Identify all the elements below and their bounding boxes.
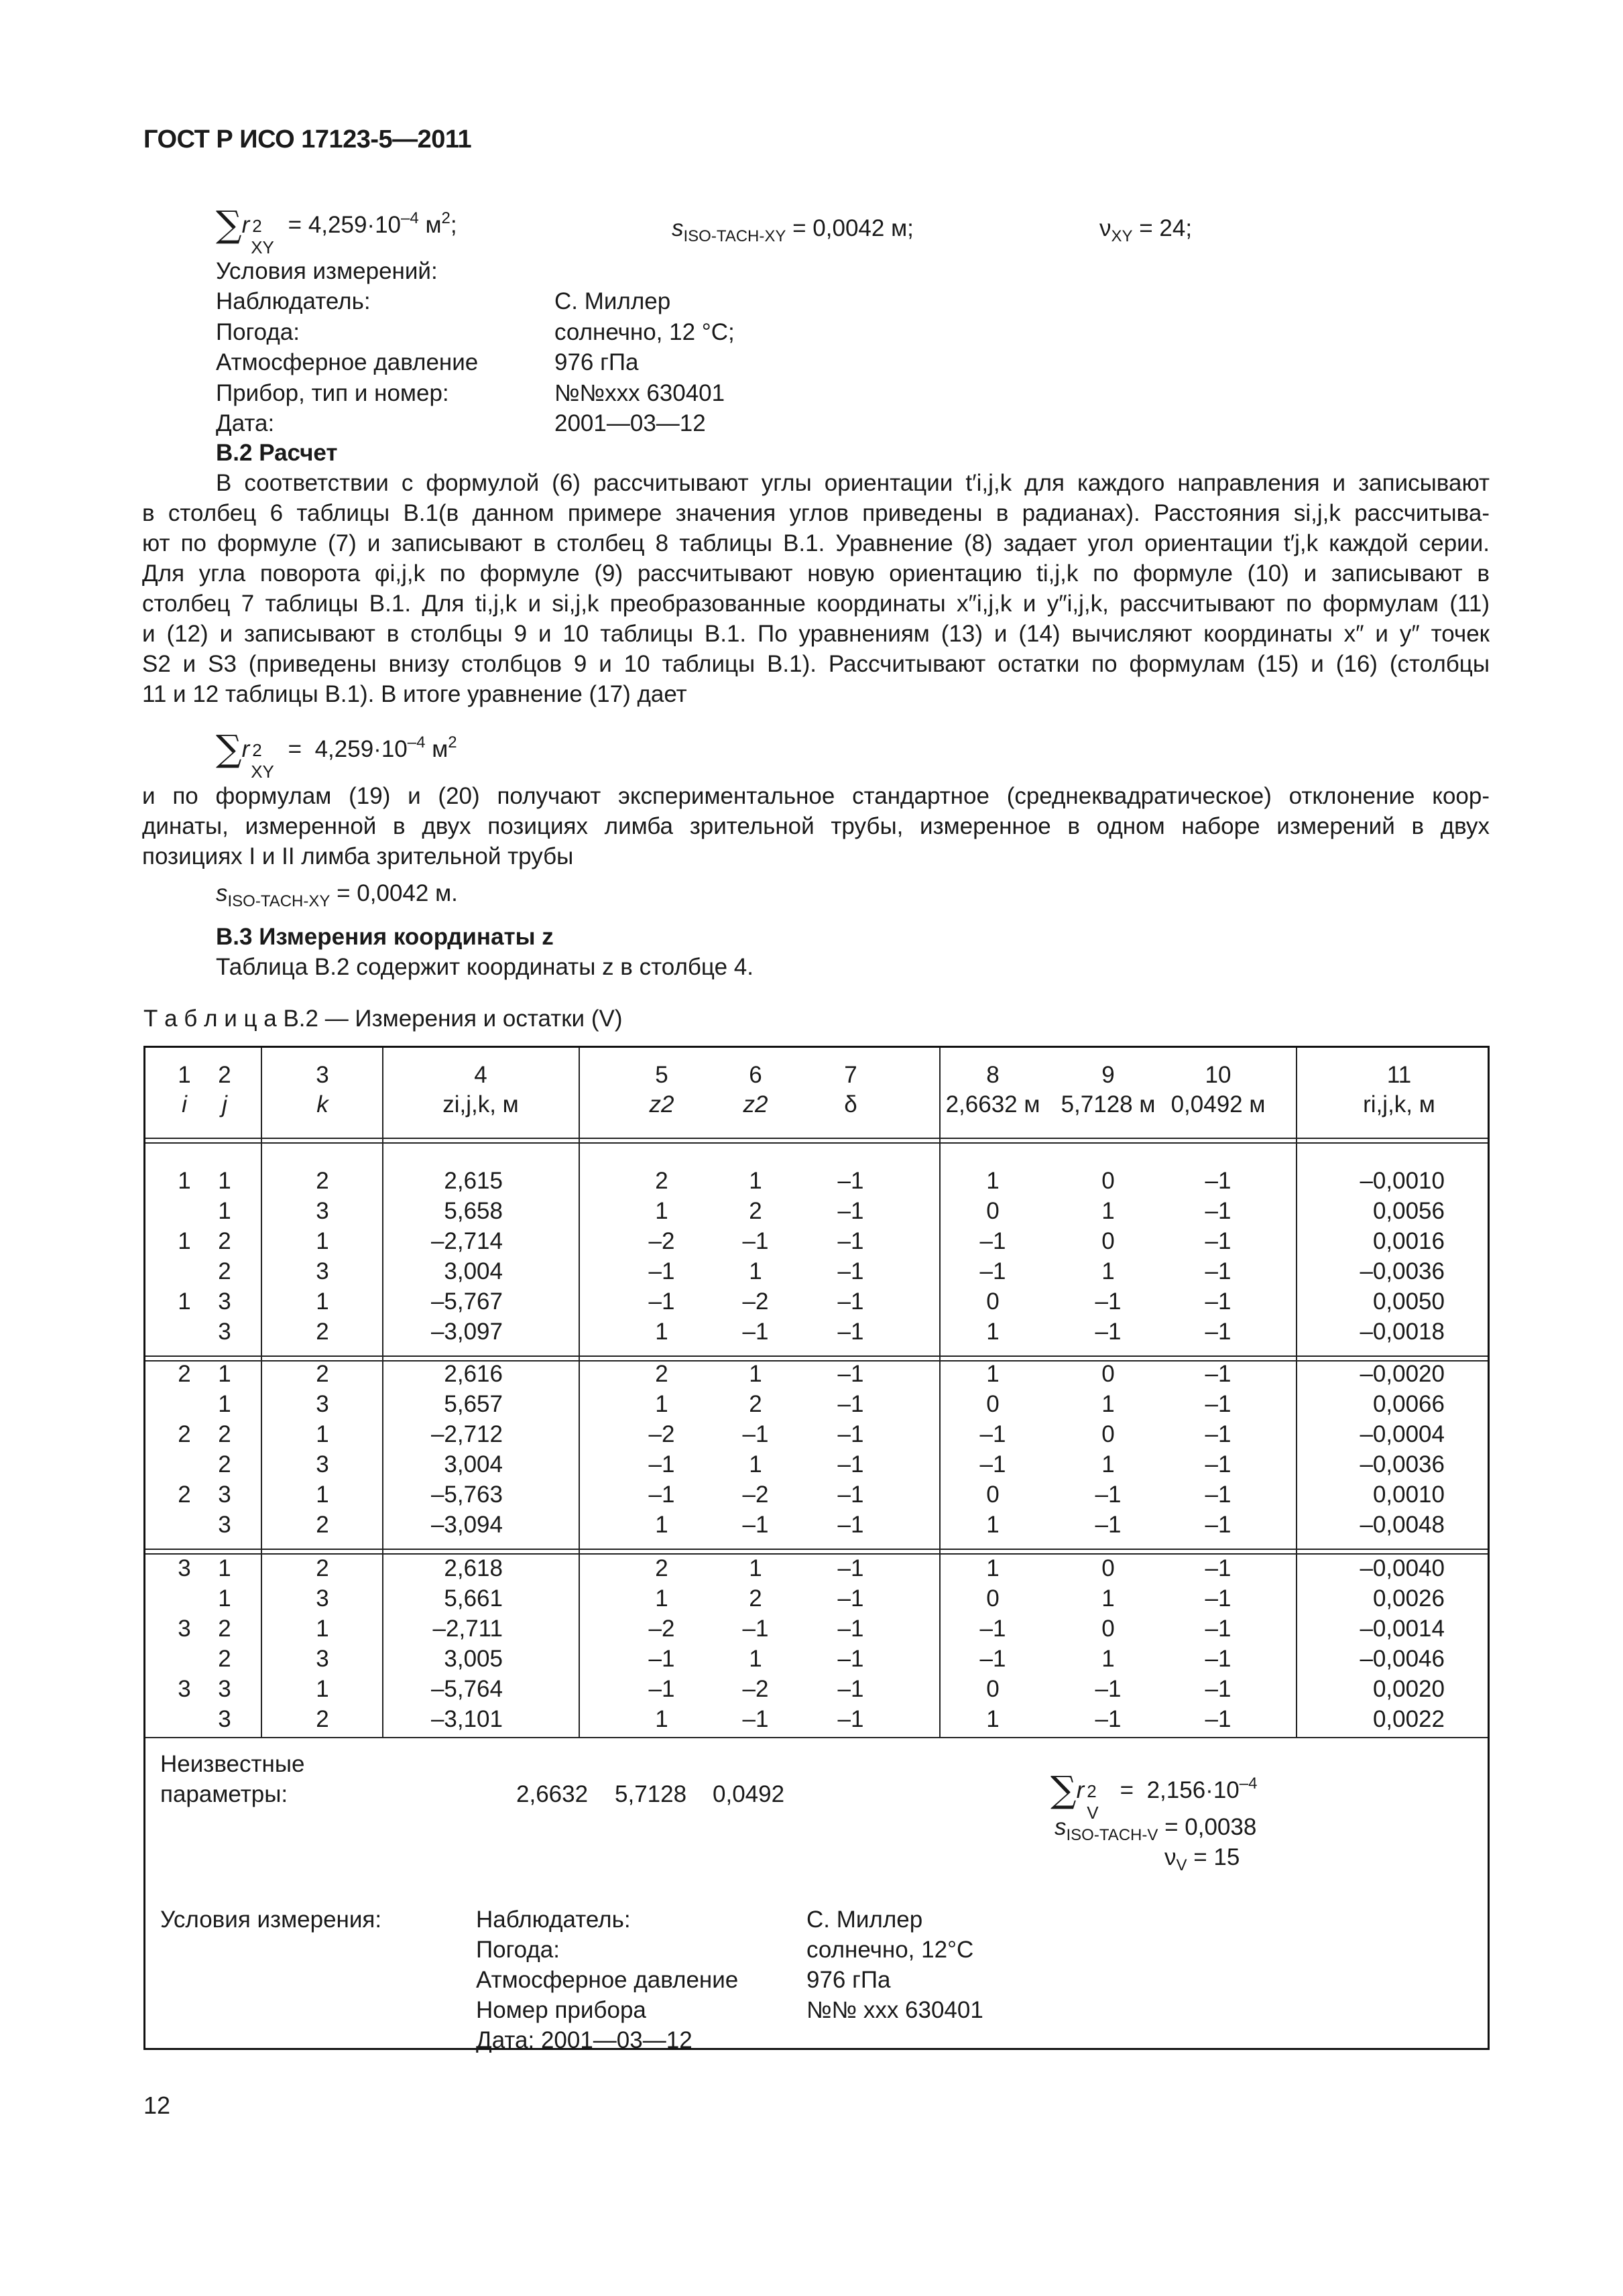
table-cell: 3 xyxy=(218,1319,231,1345)
table-cell: –1 xyxy=(648,1482,675,1508)
table-cell: 1 xyxy=(986,1706,1000,1732)
table-cell: –1 xyxy=(837,1228,864,1254)
table-cell: –1 xyxy=(1205,1198,1231,1224)
column-number: 6 xyxy=(749,1062,762,1088)
section-b2-after-paragraph xyxy=(142,781,1490,871)
table-cell: 1 xyxy=(749,1451,762,1477)
table-cell: 2 xyxy=(749,1198,762,1224)
table-cell: 1 xyxy=(1101,1198,1115,1224)
table-cell: –1 xyxy=(1205,1168,1231,1194)
table-cell: 3 xyxy=(218,1676,231,1702)
table-cell: –1 xyxy=(837,1198,864,1224)
table-cell: –2,711 xyxy=(432,1616,503,1642)
table-cell: –1 xyxy=(979,1228,1006,1254)
table-cell: 2 xyxy=(655,1555,668,1581)
table-cond-value: 976 гПа xyxy=(806,1967,891,1993)
table-cond-value: №№ ххх 630401 xyxy=(806,1997,983,2023)
table-cell: –1 xyxy=(648,1451,675,1477)
table-cell: –1 xyxy=(1095,1676,1122,1702)
sum-r-xy-formula-2: ∑r 2 XY = $4,259\cdot 10^{-4}$ $м^2$ xyxy=(216,727,457,782)
table-cell: 2,615 xyxy=(444,1168,503,1194)
table-cell: 3 xyxy=(218,1288,231,1315)
table-cell: 2 xyxy=(316,1361,329,1387)
table-cell: –1 xyxy=(837,1706,864,1732)
table-cell: –0,0046 xyxy=(1360,1646,1445,1672)
table-cell: –1 xyxy=(1205,1585,1231,1612)
table-cell: –1 xyxy=(1095,1319,1122,1345)
table-cell: 1 xyxy=(1101,1391,1115,1417)
table-cell: 2 xyxy=(749,1391,762,1417)
column-header: k xyxy=(316,1091,328,1117)
paragraph-line: столбец 7 таблицы В.1. Для ti,j,k и si,j,k преобразованные координаты x″i,j,k и y″i,j,k, рассчитывают по формулам (11) xyxy=(142,591,1490,617)
table-cell: –1 xyxy=(837,1616,864,1642)
table-cell: 0,0026 xyxy=(1372,1585,1445,1612)
table-cell: 1 xyxy=(316,1228,329,1254)
column-header: i xyxy=(182,1091,187,1117)
condition-row: Дата: 2001—03—12 xyxy=(216,410,706,436)
table-cell: 3 xyxy=(316,1451,329,1477)
table-cell: 0,0066 xyxy=(1372,1391,1445,1417)
nu-xy-top: $\nu_{XY} = 24$; xyxy=(1099,215,1193,245)
table-cell: –2 xyxy=(648,1421,675,1447)
nu-v: $\nu_V = 15$ xyxy=(1164,1844,1240,1874)
paragraph-line: в столбец 6 таблицы В.1(в данном примере значения углов приведены в радианах). Расстояния si,j,k рассчитыва- xyxy=(142,500,1490,526)
table-cell: 2 xyxy=(655,1361,668,1387)
table-cell: 0 xyxy=(1101,1421,1115,1447)
table-cell: 1 xyxy=(316,1616,329,1642)
table-cell: 1 xyxy=(655,1706,668,1732)
table-cell: 1 xyxy=(655,1585,668,1612)
conditions-table xyxy=(216,286,735,439)
table-cell: –1 xyxy=(979,1616,1006,1642)
paragraph-line: 11 и 12 таблицы В.1). В итоге уравнение (17) дает xyxy=(142,681,687,707)
sigma-symbol: ∑ xyxy=(216,203,242,245)
unknown-value: 5,7128 xyxy=(615,1781,687,1807)
table-cell: –5,767 xyxy=(430,1288,503,1315)
column-header: 0,0492 м xyxy=(1170,1091,1266,1117)
sum-unit-exp: 2 xyxy=(441,209,450,227)
condition-row: Погода: солнечно, 12 °С; xyxy=(216,318,735,345)
table-cell: –1 xyxy=(837,1319,864,1345)
column-header: zi,j,k, м xyxy=(442,1091,519,1117)
table-cell: –1 xyxy=(1205,1319,1231,1345)
table-cell: –1 xyxy=(1095,1482,1122,1508)
table-cond-label: Атмосферное давление xyxy=(476,1967,739,1993)
table-cell: 3 xyxy=(316,1258,329,1284)
table-cell: 1 xyxy=(218,1198,231,1224)
table-cell: 0,0010 xyxy=(1372,1482,1445,1508)
table-cell: –1 xyxy=(979,1421,1006,1447)
paragraph-line: ют по формуле (7) и записывают в столбец 8 таблицы В.1. Уравнение (8) задает угол ориентации t′j,k каждой серии. xyxy=(142,530,1490,556)
table-cell: –1 xyxy=(837,1391,864,1417)
table-cell: –1 xyxy=(837,1451,864,1477)
table-cell: 1 xyxy=(749,1361,762,1387)
table-cell: –1 xyxy=(837,1482,864,1508)
table-cell: 0 xyxy=(1101,1555,1115,1581)
section-b3-text: Таблица В.2 содержит координаты z в столбце 4. xyxy=(216,954,754,980)
s-iso-tach-v: $s_{ISO-TACH-V} = 0,0038$ xyxy=(1055,1814,1257,1844)
table-cell: 3 xyxy=(316,1391,329,1417)
table-cell: 1 xyxy=(749,1555,762,1581)
column-number: 7 xyxy=(844,1062,857,1088)
table-cell: –0,0048 xyxy=(1360,1512,1445,1538)
table-cell: –1 xyxy=(837,1676,864,1702)
table-cell: –1 xyxy=(837,1288,864,1315)
table-cell: 0,0016 xyxy=(1372,1228,1445,1254)
s-iso-tach-xy-final: $s_{ISO-TACH-XY} = 0,0042$ м. xyxy=(216,880,458,910)
table-cell: –1 xyxy=(837,1646,864,1672)
table-cell: 0 xyxy=(1101,1168,1115,1194)
condition-row: Прибор, тип и номер: №№ххх 630401 xyxy=(216,379,725,406)
table-cell: –1 xyxy=(742,1616,769,1642)
table-cell: –2 xyxy=(742,1482,769,1508)
table-cell: 0 xyxy=(986,1676,1000,1702)
column-number: 8 xyxy=(986,1062,1000,1088)
table-cell: 2 xyxy=(218,1258,231,1284)
column-header: z2 xyxy=(743,1091,768,1117)
table-cell: –1 xyxy=(1205,1646,1231,1672)
table-cell: 1 xyxy=(218,1585,231,1612)
table-cell: 0,0022 xyxy=(1372,1706,1445,1732)
table-b2 xyxy=(143,1046,1490,2053)
table-cell: 1 xyxy=(986,1168,1000,1194)
sum-unit: м xyxy=(425,212,442,238)
r-symbol: r xyxy=(241,212,250,238)
table-cell: 1 xyxy=(986,1319,1000,1345)
table-cell: 1 xyxy=(655,1319,668,1345)
table-caption: Т а б л и ц а В.2 — Измерения и остатки (V) xyxy=(143,1006,623,1032)
table-cell: 0,0020 xyxy=(1372,1676,1445,1702)
table-cell: 0 xyxy=(986,1198,1000,1224)
paragraph-line: позициях I и II лимба зрительной трубы xyxy=(142,843,574,869)
table-cell: –1 xyxy=(979,1451,1006,1477)
table-cell: –1 xyxy=(1205,1676,1231,1702)
table-cell: 1 xyxy=(178,1228,191,1254)
table-cell: –2 xyxy=(742,1676,769,1702)
table-cell: –1 xyxy=(742,1421,769,1447)
table-cell: –1 xyxy=(1095,1512,1122,1538)
table-cell: 2 xyxy=(218,1421,231,1447)
table-cell: 2 xyxy=(178,1482,191,1508)
paragraph-line: S2 и S3 (приведены внизу столбцов 9 и 10 таблицы В.1). Рассчитывают остатки по формулам (15) и (16) (столбцы xyxy=(142,651,1490,677)
table-cell: –3,094 xyxy=(430,1512,503,1538)
table-cell: 0 xyxy=(986,1482,1000,1508)
paragraph-line: и по формулам (19) и (20) получают экспериментальное стандартное (среднеквадратическое) отклонение коор- xyxy=(142,783,1490,809)
table-cell: 1 xyxy=(1101,1258,1115,1284)
table-cell: 1 xyxy=(218,1555,231,1581)
table-cell: 1 xyxy=(218,1391,231,1417)
table-cell: 3 xyxy=(316,1646,329,1672)
table-cell: 1 xyxy=(1101,1646,1115,1672)
sum-exp: –4 xyxy=(401,209,419,227)
table-conditions-label: Условия измерения: xyxy=(160,1907,382,1933)
unknown-label-2: параметры: xyxy=(160,1781,288,1807)
table-cell: –1 xyxy=(837,1512,864,1538)
table-cell: 1 xyxy=(655,1198,668,1224)
sum-r-xy-formula: ∑r 2 XY = $4,259\cdot 10^{-4}$ $м^2$; xyxy=(216,203,457,257)
table-cell: 2 xyxy=(316,1512,329,1538)
table-cell: 2 xyxy=(218,1451,231,1477)
column-header: j xyxy=(222,1091,227,1117)
condition-row: Атмосферное давление 976 гПа xyxy=(216,349,639,375)
table-cell: 1 xyxy=(1101,1585,1115,1612)
table-cell: 3,004 xyxy=(444,1258,503,1284)
table-cell: 0 xyxy=(986,1585,1000,1612)
table-cell: –2,712 xyxy=(430,1421,503,1447)
table-cell: 5,658 xyxy=(444,1198,503,1224)
unknown-value: 0,0492 xyxy=(713,1781,785,1807)
table-cell: 1 xyxy=(218,1361,231,1387)
table-cell: –1 xyxy=(1205,1288,1231,1315)
table-cond-value: С. Миллер xyxy=(806,1907,923,1933)
condition-row: Наблюдатель: С. Миллер xyxy=(216,288,671,314)
table-cell: –0,0018 xyxy=(1360,1319,1445,1345)
table-cell: –1 xyxy=(837,1421,864,1447)
table-cell: –1 xyxy=(648,1258,675,1284)
table-cell: 1 xyxy=(986,1361,1000,1387)
column-number: 1 xyxy=(178,1062,191,1088)
column-number: 2 xyxy=(218,1062,231,1088)
table-cell: –1 xyxy=(979,1646,1006,1672)
paragraph-line: динаты, измеренной в двух позициях лимба зрительной трубы, измеренное в одном наборе измерений в двух xyxy=(142,813,1490,839)
table-cell: –1 xyxy=(742,1512,769,1538)
column-header: 2,6632 м xyxy=(945,1091,1040,1117)
table-cell: 0 xyxy=(1101,1228,1115,1254)
table-cell: 0,0050 xyxy=(1372,1288,1445,1315)
table-cell: 0 xyxy=(986,1288,1000,1315)
table-cell: 2 xyxy=(316,1706,329,1732)
unknown-label-1: Неизвестные xyxy=(160,1751,305,1777)
table-cell: –5,763 xyxy=(430,1482,503,1508)
sum-value: 4,259·10 xyxy=(308,212,402,238)
table-cell: –1 xyxy=(742,1319,769,1345)
sum-tail: ; xyxy=(450,212,457,238)
table-cell: –1 xyxy=(837,1585,864,1612)
table-cell: 3 xyxy=(218,1512,231,1538)
table-footer-rule xyxy=(145,1737,1488,1738)
table-cell: 5,657 xyxy=(444,1391,503,1417)
table-cell: 1 xyxy=(178,1168,191,1194)
table-cell: 0,0056 xyxy=(1372,1198,1445,1224)
table-cell: 2,618 xyxy=(444,1555,503,1581)
column-header: 5,7128 м xyxy=(1061,1091,1156,1117)
column-number: 5 xyxy=(655,1062,668,1088)
table-cond-label: Погода: xyxy=(476,1937,560,1963)
paragraph-line: В соответствии с формулой (6) рассчитывают углы ориентации t′i,j,k для каждого направления и записывают xyxy=(216,470,1490,496)
table-cell: 2 xyxy=(218,1646,231,1672)
table-cell: 3 xyxy=(316,1198,329,1224)
table-cell: –3,101 xyxy=(430,1706,503,1732)
table-cell: 2 xyxy=(316,1555,329,1581)
table-cell: –1 xyxy=(979,1258,1006,1284)
table-cell: –0,0040 xyxy=(1360,1555,1445,1581)
table-cell: 1 xyxy=(749,1646,762,1672)
table-cell: 2 xyxy=(655,1168,668,1194)
table-cell: –1 xyxy=(742,1228,769,1254)
table-header-rule xyxy=(145,1138,1488,1144)
section-b3-title: В.3 Измерения координаты z xyxy=(216,924,554,950)
table-cell: 2 xyxy=(218,1616,231,1642)
table-cell: –1 xyxy=(1205,1451,1231,1477)
table-cell: 3 xyxy=(178,1676,191,1702)
conditions-title: Условия измерений: xyxy=(216,258,438,284)
table-cell: 3 xyxy=(218,1706,231,1732)
section-b2-title: В.2 Расчет xyxy=(216,440,338,466)
table-cell: 0 xyxy=(1101,1361,1115,1387)
sum-r-v-formula: ∑r 2 V = $2,156\cdot 10^{-4}$ xyxy=(1050,1768,1258,1823)
column-number: 9 xyxy=(1101,1062,1115,1088)
document-header: ГОСТ Р ИСО 17123-5—2011 xyxy=(143,125,472,154)
column-number: 11 xyxy=(1386,1062,1412,1088)
column-number: 10 xyxy=(1205,1062,1231,1088)
table-cell: –1 xyxy=(837,1555,864,1581)
table-cell: –2 xyxy=(648,1228,675,1254)
table-cell: –1 xyxy=(837,1168,864,1194)
column-header: z2 xyxy=(649,1091,674,1117)
table-cell: –0,0010 xyxy=(1360,1168,1445,1194)
table-cell: –0,0036 xyxy=(1360,1258,1445,1284)
table-cell: 2 xyxy=(316,1319,329,1345)
table-cell: –1 xyxy=(648,1676,675,1702)
table-cell: –3,097 xyxy=(430,1319,503,1345)
table-cell: –0,0020 xyxy=(1360,1361,1445,1387)
table-cell: 3 xyxy=(178,1616,191,1642)
table-cell: 1 xyxy=(986,1512,1000,1538)
table-cell: –1 xyxy=(837,1258,864,1284)
table-cond-label: Номер прибора xyxy=(476,1997,646,2023)
paragraph-line: и (12) и записывают в столбцы 9 и 10 таблицы В.1. По уравнениям (13) и (14) вычисляют координаты x″ и y″ точек xyxy=(142,621,1490,647)
table-cell: –0,0014 xyxy=(1360,1616,1445,1642)
table-cell: 1 xyxy=(316,1676,329,1702)
table-cell: –5,764 xyxy=(430,1676,503,1702)
table-cell: 0 xyxy=(1101,1616,1115,1642)
table-cell: 2,616 xyxy=(444,1361,503,1387)
table-cond-label: Дата: 2001—03—12 xyxy=(476,2027,693,2053)
table-cell: –1 xyxy=(1205,1391,1231,1417)
table-cond-value: солнечно, 12°С xyxy=(806,1937,974,1963)
table-cell: 1 xyxy=(655,1512,668,1538)
s-iso-tach-xy-top: $s_{ISO-TACH-XY} = 0,0042$ м; xyxy=(672,215,914,245)
table-cell: –2,714 xyxy=(430,1228,503,1254)
table-cell: –1 xyxy=(1205,1616,1231,1642)
table-cell: –1 xyxy=(648,1646,675,1672)
table-cell: 2 xyxy=(178,1421,191,1447)
column-header: δ xyxy=(844,1091,857,1117)
table-cell: –1 xyxy=(1205,1258,1231,1284)
table-cell: 1 xyxy=(749,1168,762,1194)
table-cond-label: Наблюдатель: xyxy=(476,1907,631,1933)
table-cell: 1 xyxy=(655,1391,668,1417)
table-cell: –2 xyxy=(742,1288,769,1315)
table-cell: 3,004 xyxy=(444,1451,503,1477)
column-number: 3 xyxy=(316,1062,329,1088)
unknown-value: 2,6632 xyxy=(516,1781,589,1807)
table-cell: –1 xyxy=(1205,1482,1231,1508)
table-cell: 1 xyxy=(178,1288,191,1315)
column-number: 4 xyxy=(474,1062,487,1088)
table-cell: 1 xyxy=(218,1168,231,1194)
table-cell: –1 xyxy=(1205,1512,1231,1538)
table-cell: 3 xyxy=(178,1555,191,1581)
table-cell: –1 xyxy=(1095,1706,1122,1732)
table-cell: –2 xyxy=(648,1616,675,1642)
table-cell: 2 xyxy=(178,1361,191,1387)
table-cell: –1 xyxy=(648,1288,675,1315)
section-b2-paragraph xyxy=(142,468,1490,709)
table-cell: 3 xyxy=(316,1585,329,1612)
table-cell: –1 xyxy=(1205,1706,1231,1732)
table-cell: 2 xyxy=(218,1228,231,1254)
table-cell: 0 xyxy=(986,1391,1000,1417)
table-cell: –1 xyxy=(1205,1361,1231,1387)
table-cell: 5,661 xyxy=(444,1585,503,1612)
paragraph-line: Для угла поворота φi,j,k по формуле (9) рассчитывают новую ориентацию ti,j,k по формуле (10) и записывают в xyxy=(142,560,1490,587)
table-cell: 1 xyxy=(986,1555,1000,1581)
table-cell: 3,005 xyxy=(444,1646,503,1672)
table-cell: –0,0036 xyxy=(1360,1451,1445,1477)
table-cell: –1 xyxy=(742,1706,769,1732)
table-cell: –1 xyxy=(1095,1288,1122,1315)
table-cell: 1 xyxy=(1101,1451,1115,1477)
table-cell: 1 xyxy=(316,1482,329,1508)
table-cell: –1 xyxy=(1205,1555,1231,1581)
column-header: ri,j,k, м xyxy=(1363,1091,1435,1117)
table-cell: 2 xyxy=(749,1585,762,1612)
table-cell: –1 xyxy=(1205,1421,1231,1447)
table-cell: 1 xyxy=(316,1288,329,1315)
table-cell: –1 xyxy=(1205,1228,1231,1254)
table-cell: 3 xyxy=(218,1482,231,1508)
table-cell: 2 xyxy=(316,1168,329,1194)
table-cell: 1 xyxy=(316,1421,329,1447)
table-cell: –0,0004 xyxy=(1360,1421,1445,1447)
table-cell: –1 xyxy=(837,1361,864,1387)
table-cell: 1 xyxy=(749,1258,762,1284)
page-number: 12 xyxy=(143,2092,171,2119)
